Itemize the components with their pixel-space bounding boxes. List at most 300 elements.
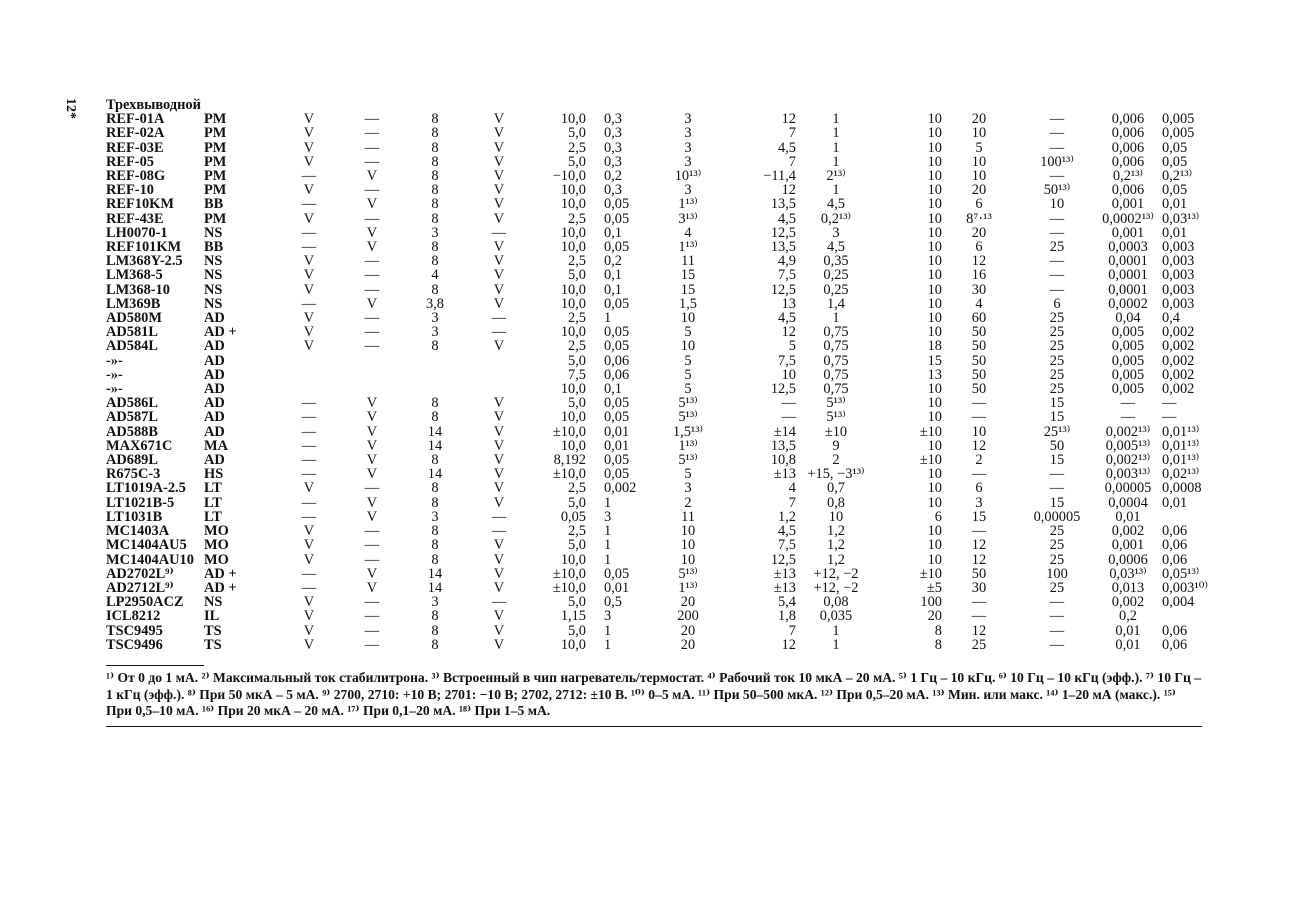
table-cell: 5¹³⁾ <box>678 452 698 469</box>
table-cell: — <box>491 310 507 327</box>
table-cell: 8 <box>431 168 439 185</box>
table-cell: V <box>366 239 378 256</box>
table-row <box>106 524 1222 538</box>
table-cell: 50 <box>971 324 987 341</box>
table-cell: MA <box>204 437 228 454</box>
table-cell: 0,2¹³⁾ <box>1112 168 1144 185</box>
table-cell: 0,05¹³⁾ <box>1162 565 1200 582</box>
table-cell: AD <box>204 423 225 440</box>
table-cell: — <box>364 210 380 227</box>
table-cell: IL <box>204 608 220 625</box>
table-cell: 6 <box>975 480 983 497</box>
table-cell: PM <box>204 139 227 156</box>
table-row <box>106 183 1222 197</box>
table-cell: 0,1 <box>604 381 622 398</box>
table-cell: 2 <box>975 452 983 469</box>
table-cell: +12, −2 <box>813 579 859 596</box>
table-cell: AD <box>204 381 225 398</box>
table-cell: 15 <box>1049 409 1065 426</box>
table-cell: — <box>1049 466 1065 483</box>
table-cell: 10,0 <box>560 224 586 241</box>
table-cell: 10 <box>927 182 942 199</box>
table-cell: 7,5 <box>568 366 586 383</box>
table-row <box>106 425 1222 439</box>
table-cell: — <box>491 324 507 341</box>
table-cell: 10 <box>927 224 942 241</box>
table-cell: V <box>493 395 505 412</box>
table-cell: 0,01 <box>604 437 630 454</box>
table-cell: 10,0 <box>560 551 586 568</box>
table-cell: — <box>1162 395 1177 412</box>
table-cell: 3 <box>431 310 439 327</box>
table-cell: — <box>364 338 380 355</box>
table-cell: 13,5 <box>770 196 796 213</box>
table-cell: 10,0 <box>560 196 586 213</box>
table-cell: 1,5¹³⁾ <box>672 423 704 440</box>
table-cell: 8 <box>431 537 439 554</box>
table-cell: 50 <box>971 565 987 582</box>
table-cell: 1 <box>832 153 840 170</box>
table-cell: AD <box>204 409 225 426</box>
table-cell: 18 <box>927 338 942 355</box>
table-cell: V <box>366 168 378 185</box>
table-cell: V <box>366 224 378 241</box>
table-cell: 2,5 <box>568 310 586 327</box>
table-row <box>106 453 1222 467</box>
table-cell: 10,0 <box>560 381 586 398</box>
table-cell: 8 <box>431 608 439 625</box>
table-cell: 0,002 <box>1111 523 1145 540</box>
table-cell: 3¹³⁾ <box>678 210 698 227</box>
table-cell <box>406 354 464 368</box>
table-cell: MO <box>204 537 229 554</box>
table-cell: 0,004 <box>1162 594 1195 611</box>
table-cell: 2 <box>684 494 692 511</box>
table-cell: 0,01 <box>1162 196 1188 213</box>
table-cell: V <box>493 480 505 497</box>
table-cell: 3 <box>684 139 692 156</box>
table-cell: 0,25 <box>823 267 849 284</box>
page-number: 12* <box>63 98 78 119</box>
table-cell: 0,1 <box>604 267 622 284</box>
table-cell: 4,5 <box>827 239 845 256</box>
table-cell: PM <box>204 111 227 128</box>
table-cell: 0,01 <box>1115 622 1141 639</box>
table-cell: 10,0 <box>560 409 586 426</box>
table-cell <box>406 382 464 396</box>
table-cell: — <box>301 579 317 596</box>
table-cell: ±13 <box>773 466 796 483</box>
table-cell: 10,0 <box>560 182 586 199</box>
table-cell: 0,05 <box>604 466 630 483</box>
table-cell: 5¹³⁾ <box>678 395 698 412</box>
table-cell: 25 <box>971 636 987 653</box>
table-cell: — <box>1049 111 1065 128</box>
table-cell: — <box>301 239 317 256</box>
table-cell: V <box>366 466 378 483</box>
table-cell: 0,003¹³⁾ <box>1105 466 1151 483</box>
table-cell: — <box>301 494 317 511</box>
table-cell: LT <box>204 508 222 525</box>
table-cell: V <box>303 111 315 128</box>
table-cell: 0,0003 <box>1108 239 1148 256</box>
table-cell: ±13 <box>773 579 796 596</box>
table-cell: 7,5 <box>778 267 796 284</box>
table-cell: — <box>364 608 380 625</box>
table-cell: 2,5 <box>568 480 586 497</box>
table-cell: 13,5 <box>770 437 796 454</box>
table-cell: 12,5 <box>770 281 796 298</box>
table-cell: V <box>303 139 315 156</box>
part-number-cell: REF-05 <box>106 153 154 170</box>
table-cell: 1 <box>604 622 612 639</box>
table-cell: V <box>303 608 315 625</box>
table-cell: NS <box>204 253 223 270</box>
table-cell: V <box>493 494 505 511</box>
table-cell: V <box>303 153 315 170</box>
table-cell: 0,25 <box>823 281 849 298</box>
table-cell: 0,08 <box>823 594 849 611</box>
table-body <box>106 98 1222 652</box>
table-cell: 8 <box>431 111 439 128</box>
table-cell: 10 <box>927 111 942 128</box>
part-number-cell: REF-08G <box>106 168 166 185</box>
table-cell: 0,005 <box>1111 338 1145 355</box>
table-row <box>106 212 1222 226</box>
table-cell: V <box>493 139 505 156</box>
table-cell: 7 <box>788 494 796 511</box>
table-cell: V <box>303 125 315 142</box>
table-cell: 8 <box>431 281 439 298</box>
table-cell: 5 <box>684 324 692 341</box>
table-cell: 10 <box>927 196 942 213</box>
part-number-cell: AD2702L⁹⁾ <box>106 565 174 582</box>
table-cell: 0,2¹³⁾ <box>820 210 852 227</box>
table-cell: 8 <box>431 551 439 568</box>
table-cell: ±14 <box>773 423 796 440</box>
table-cell: 10 <box>971 423 987 440</box>
part-number-cell: AD588B <box>106 423 158 440</box>
table-cell: 5,0 <box>568 395 586 412</box>
table-cell: V <box>303 253 315 270</box>
table-cell: LT <box>204 480 222 497</box>
table-cell: AD <box>204 366 225 383</box>
table-row <box>106 325 1222 339</box>
table-cell: 5¹³⁾ <box>678 409 698 426</box>
table-cell: 1 <box>604 636 612 653</box>
table-cell: 0,005 <box>1111 324 1145 341</box>
table-cell: V <box>303 281 315 298</box>
table-cell: V <box>366 565 378 582</box>
table-cell: 0,035 <box>819 608 853 625</box>
table-cell: 0,002¹³⁾ <box>1105 423 1151 440</box>
table-cell: V <box>493 437 505 454</box>
table-cell: 4 <box>975 295 983 312</box>
table-cell: 10 <box>927 267 942 284</box>
table-cell: ±5 <box>926 579 942 596</box>
table-cell: 10 <box>927 480 942 497</box>
table-cell: 30 <box>971 579 987 596</box>
table-row <box>106 396 1222 410</box>
table-cell: — <box>301 295 317 312</box>
table-cell: — <box>1049 253 1065 270</box>
table-cell: 0,002 <box>1162 366 1195 383</box>
table-cell: 50 <box>1049 437 1065 454</box>
table-cell: 10 <box>680 551 696 568</box>
table-cell: V <box>493 125 505 142</box>
table-cell: V <box>493 182 505 199</box>
table-cell: 10 <box>927 395 942 412</box>
table-cell: ±10,0 <box>552 565 586 582</box>
table-cell: 10,8 <box>770 452 796 469</box>
table-cell: NS <box>204 295 223 312</box>
table-cell: — <box>364 182 380 199</box>
table-cell: 10,0 <box>560 111 586 128</box>
table-cell: 8 <box>431 253 439 270</box>
table-cell: 0,02¹³⁾ <box>1162 466 1200 483</box>
table-cell: 25 <box>1049 381 1065 398</box>
table-cell: PM <box>204 168 227 185</box>
table-cell: 1 <box>604 494 612 511</box>
table-cell: 0,005 <box>1162 125 1195 142</box>
table-cell: 8 <box>431 210 439 227</box>
table-cell: V <box>493 537 505 554</box>
table-cell: LT <box>204 494 222 511</box>
table-cell: 0,3 <box>604 182 622 199</box>
table-cell: 8 <box>934 622 942 639</box>
table-cell: 0,01¹³⁾ <box>1162 452 1200 469</box>
table-cell: V <box>493 551 505 568</box>
table-cell: 1 <box>604 310 612 327</box>
table-cell: 3 <box>604 608 612 625</box>
table-cell: 0,05 <box>604 210 630 227</box>
table-cell: 0,00005 <box>1033 508 1081 525</box>
table-cell: V <box>303 622 315 639</box>
table-cell: — <box>971 409 987 426</box>
table-cell: 1 <box>832 622 840 639</box>
table-cell: V <box>303 182 315 199</box>
table-cell: AD <box>204 338 225 355</box>
table-cell: 12 <box>781 111 796 128</box>
table-cell: V <box>303 551 315 568</box>
table-cell: 0,002 <box>1111 594 1145 611</box>
table-cell: 1,2 <box>827 523 845 540</box>
table-cell: 10,0 <box>560 437 586 454</box>
part-number-cell: AD581L <box>106 324 158 341</box>
table-row <box>106 439 1222 453</box>
table-cell: — <box>1049 594 1065 611</box>
table-row <box>106 538 1222 552</box>
table-cell <box>1158 609 1222 623</box>
table-cell: 50 <box>971 352 987 369</box>
part-number-cell: AD689L <box>106 452 158 469</box>
table-cell: 0,006 <box>1111 182 1145 199</box>
table-cell: V <box>493 111 505 128</box>
table-cell: 5¹³⁾ <box>826 395 846 412</box>
table-cell: 7,5 <box>778 352 796 369</box>
table-row <box>106 410 1222 424</box>
table-cell: 4 <box>788 480 796 497</box>
table-cell: 7 <box>788 622 796 639</box>
table-cell: — <box>364 281 380 298</box>
table-cell: V <box>493 565 505 582</box>
table-cell: AD <box>204 352 225 369</box>
table-cell: 0,003 <box>1162 253 1195 270</box>
part-number-cell: REF-43E <box>106 210 164 227</box>
table-cell: 0,8 <box>827 494 845 511</box>
table-cell: 20 <box>680 594 696 611</box>
table-cell: 8 <box>431 622 439 639</box>
table-cell: 0,03¹³⁾ <box>1109 565 1147 582</box>
table-cell: V <box>493 452 505 469</box>
table-cell: 50 <box>971 381 987 398</box>
table-cell: 20 <box>971 224 987 241</box>
table-cell: 10,0 <box>560 295 586 312</box>
table-cell: 10 <box>781 366 796 383</box>
table-cell: 0,03¹³⁾ <box>1162 210 1200 227</box>
table-cell: 100 <box>920 594 942 611</box>
table-cell: 4 <box>431 267 439 284</box>
table-cell: 15 <box>680 267 696 284</box>
table-cell: V <box>366 579 378 596</box>
table-cell: 12 <box>781 636 796 653</box>
table-cell: 11 <box>681 508 695 525</box>
part-number-cell: AD584L <box>106 338 158 355</box>
table-cell: 1 <box>832 182 840 199</box>
table-cell: 15 <box>1049 494 1065 511</box>
table-cell: — <box>781 395 796 412</box>
table-row <box>106 510 1222 524</box>
table-cell <box>464 354 534 368</box>
table-cell: 7 <box>788 125 796 142</box>
part-number-cell: MC1404AU5 <box>106 537 187 554</box>
table-cell: 5 <box>684 366 692 383</box>
table-row <box>106 382 1222 396</box>
table-row <box>106 283 1222 297</box>
table-cell: 8 <box>431 636 439 653</box>
table-cell: ±10 <box>824 423 848 440</box>
table-cell: 10 <box>927 153 942 170</box>
table-cell: 14 <box>427 437 443 454</box>
table-cell: 0,2 <box>1119 608 1137 625</box>
table-cell: 10 <box>680 338 696 355</box>
table-cell: 10 <box>927 310 942 327</box>
table-cell: 0,006 <box>1111 125 1145 142</box>
table-cell: 6 <box>975 196 983 213</box>
table-cell: 0,002 <box>1162 338 1195 355</box>
table-row <box>106 553 1222 567</box>
table-cell <box>338 368 406 382</box>
table-cell: V <box>366 295 378 312</box>
table-cell: — <box>491 523 507 540</box>
table-cell: 0,2 <box>604 168 622 185</box>
table-cell: MO <box>204 551 229 568</box>
table-cell: 0,2¹³⁾ <box>1162 168 1193 185</box>
table-cell: — <box>301 437 317 454</box>
table-cell: 2 <box>832 452 840 469</box>
part-number-cell: LT1019A-2.5 <box>106 480 186 497</box>
table-cell: 20 <box>971 111 987 128</box>
table-cell: 10 <box>927 139 942 156</box>
table-cell: 5,0 <box>568 125 586 142</box>
table-cell: V <box>303 338 315 355</box>
table-cell: 0,05 <box>604 239 630 256</box>
table-row <box>106 496 1222 510</box>
table-cell: 10 <box>1049 196 1065 213</box>
table-cell: 10¹³⁾ <box>674 168 702 185</box>
table-cell: 8 <box>431 452 439 469</box>
table-cell: 0,0001 <box>1108 267 1148 284</box>
table-cell: PM <box>204 125 227 142</box>
table-cell: 13 <box>781 295 796 312</box>
table-cell: 0,75 <box>823 366 849 383</box>
table-cell: 7,5 <box>778 537 796 554</box>
table-cell: 0,7 <box>827 480 845 497</box>
table-cell: 8⁷·¹³ <box>966 210 992 227</box>
table-cell: 25 <box>1049 352 1065 369</box>
table-cell: V <box>493 579 505 596</box>
table-cell: 1,4 <box>827 295 845 312</box>
table-cell: 1 <box>832 111 840 128</box>
table-cell: 25 <box>1049 310 1065 327</box>
table-cell: 0,003 <box>1162 239 1195 256</box>
table-cell: BB <box>204 239 224 256</box>
part-number-cell: TSC9496 <box>106 636 163 653</box>
table-cell: 1 <box>604 537 612 554</box>
table-cell: — <box>1120 409 1136 426</box>
table-cell: 3 <box>684 182 692 199</box>
table-cell: 12,5 <box>770 381 796 398</box>
table-cell: 3 <box>684 111 692 128</box>
table-cell: V <box>493 466 505 483</box>
table-cell: — <box>301 395 317 412</box>
table-cell: — <box>491 594 507 611</box>
table-cell: 6 <box>975 239 983 256</box>
table-cell: 5 <box>975 139 983 156</box>
table-cell: 0,0002 <box>1108 295 1148 312</box>
table-row <box>106 638 1222 652</box>
table-cell: — <box>301 196 317 213</box>
table-cell: V <box>303 537 315 554</box>
table-row <box>106 595 1222 609</box>
table-cell: 4 <box>684 224 692 241</box>
table-cell: 2,5 <box>568 523 586 540</box>
table-cell: 5 <box>684 352 692 369</box>
table-cell: 1 <box>832 125 840 142</box>
table-cell: V <box>366 423 378 440</box>
table-cell: 3 <box>684 480 692 497</box>
table-cell: 10 <box>927 125 942 142</box>
table-cell: 8 <box>431 125 439 142</box>
part-number-cell: LT1021B-5 <box>106 494 175 511</box>
table-cell: 1,2 <box>827 537 845 554</box>
table-cell: 6 <box>934 508 942 525</box>
table-cell: 25 <box>1049 338 1065 355</box>
table-cell: 0,013 <box>1111 579 1145 596</box>
table-cell: 0,05 <box>1162 139 1188 156</box>
table-cell: 10 <box>680 537 696 554</box>
table-cell: ±10,0 <box>552 579 586 596</box>
table-cell: 5 <box>684 381 692 398</box>
table-cell: 0,01 <box>1115 508 1141 525</box>
table-cell: 12 <box>971 551 987 568</box>
table-cell: V <box>493 409 505 426</box>
table-cell: — <box>1049 125 1065 142</box>
table-cell: 4,5 <box>778 310 796 327</box>
table-cell: 0,05 <box>604 196 630 213</box>
table-cell: 5 <box>788 338 796 355</box>
part-number-cell: AD580M <box>106 310 162 327</box>
